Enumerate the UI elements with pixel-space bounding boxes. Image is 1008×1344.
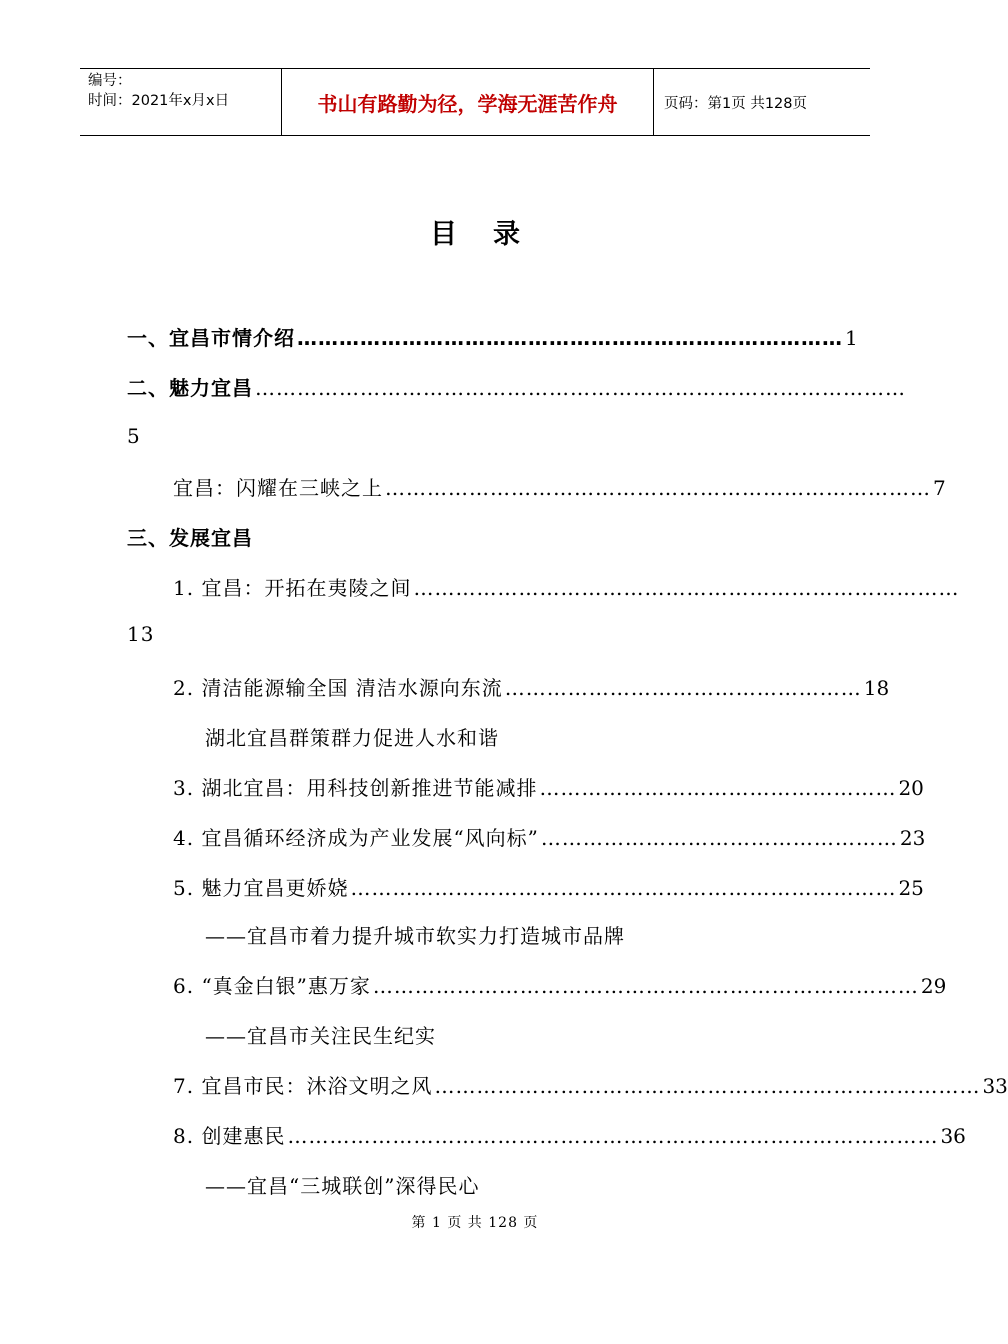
toc-entry-label: 1. 宜昌：开拓在夷陵之间 — [173, 576, 412, 600]
toc-entry-label: 7. 宜昌市民：沐浴文明之风 — [173, 1074, 433, 1098]
toc-entry[interactable] — [173, 472, 946, 501]
toc-page-number: 1 — [845, 326, 858, 350]
header-motto: 书山有路勤为径，学海无涯苦作舟 — [282, 69, 654, 135]
toc-entry[interactable] — [127, 322, 858, 351]
toc-page-number: 5 — [127, 424, 141, 448]
toc-page-number: 20 — [898, 776, 924, 800]
toc-leader: …………………………………………… — [504, 676, 862, 700]
toc-page-number: 33 — [982, 1074, 1008, 1098]
header-page-info: 页码：第1页 共128页 — [664, 95, 808, 112]
toc-entry[interactable] — [173, 772, 924, 801]
toc-entry[interactable] — [173, 822, 926, 851]
page-title: 目录 — [430, 219, 556, 250]
toc-page-number: 13 — [127, 622, 155, 646]
header-meta — [80, 69, 282, 135]
toc-leader: …………………………………………………………………… — [434, 1074, 981, 1098]
toc-page-number: 29 — [920, 974, 947, 998]
toc-leader: …………………………………………………………………… — [413, 576, 960, 600]
toc-leader: …………………………………………………………………… — [385, 476, 931, 500]
toc-entry-label: 宜昌：闪耀在三峡之上 — [173, 476, 383, 500]
toc-leader: ………………………………………………………………………………… — [255, 376, 906, 400]
toc-section-heading[interactable]: 三、发展宜昌 — [127, 526, 253, 550]
toc-subtitle: 湖北宜昌群策群力促进人水和谐 — [205, 726, 499, 750]
toc-entry[interactable] — [173, 1070, 1008, 1099]
toc-entry[interactable] — [173, 872, 924, 901]
toc-page-number: 25 — [898, 876, 924, 900]
toc-entry[interactable] — [173, 1120, 966, 1149]
toc-page-number: 7 — [933, 476, 946, 500]
toc-entry[interactable] — [173, 672, 890, 701]
toc-leader: …………………………………………… — [539, 776, 897, 800]
toc-entry-label: 6. “真金白银”惠万家 — [173, 974, 371, 998]
toc-leader: …………………………………………………………………… — [350, 876, 897, 900]
toc-subtitle: ——宜昌市着力提升城市软实力打造城市品牌 — [205, 924, 625, 948]
toc-page-number: 18 — [863, 676, 890, 700]
toc-entry-label: 2. 清洁能源输全国 清洁水源向东流 — [173, 676, 503, 700]
toc-entry[interactable] — [173, 970, 947, 999]
toc-leader: ………………………………………………………………………………… — [287, 1124, 939, 1148]
toc-entry-label: 二、魅力宜昌 — [127, 376, 253, 400]
page-footer: 第 1 页 共 128 页 — [411, 1215, 539, 1231]
toc-entry[interactable] — [173, 572, 960, 601]
toc-entry-label: 3. 湖北宜昌：用科技创新推进节能减排 — [173, 776, 538, 800]
toc-entry-label: 一、宜昌市情介绍 — [127, 326, 295, 350]
toc-page-number: 23 — [899, 826, 926, 850]
toc-leader: …………………………………………………………………… — [372, 974, 919, 998]
toc-subtitle: ——宜昌“三城联创”深得民心 — [205, 1174, 480, 1198]
toc-subtitle: ——宜昌市关注民生纪实 — [205, 1024, 436, 1048]
toc-entry-label: 5. 魅力宜昌更娇娆 — [173, 876, 349, 900]
page-header — [80, 68, 870, 136]
toc-entry-label: 8. 创建惠民 — [173, 1124, 286, 1148]
toc-entry-label: 4. 宜昌循环经济成为产业发展“风向标” — [173, 826, 539, 850]
toc-leader: …………………………………………………………………… — [297, 326, 843, 350]
number-label: 编号： — [88, 73, 132, 89]
toc-entry[interactable] — [127, 372, 906, 401]
toc-page-number: 36 — [940, 1124, 966, 1148]
toc-leader: …………………………………………… — [540, 826, 898, 850]
date-label: 时间：2021年x月x日 — [88, 93, 230, 109]
